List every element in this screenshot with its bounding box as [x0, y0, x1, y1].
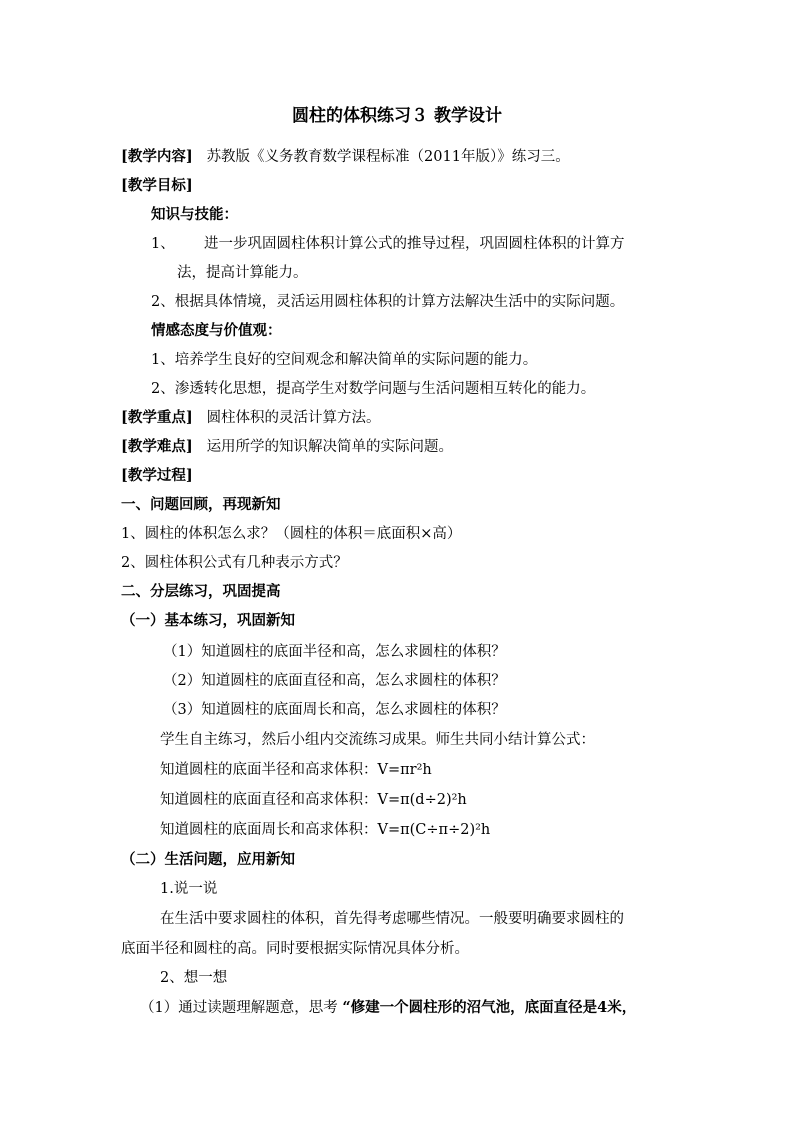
difficulty-line	[121, 437, 453, 457]
difficulty-label: [教学难点]	[121, 438, 193, 455]
attitude-heading: 情感态度与价值观：	[151, 322, 282, 339]
content-text: 苏教版《义务教育数学课程标准（2011年版）》练习三。	[206, 149, 570, 165]
difficulty-text: 运用所学的知识解决简单的实际问题。	[206, 439, 454, 455]
goal-k1-number: 1、	[151, 236, 175, 252]
part1-note: 学生自主练习，然后小组内交流练习成果。师生共同小结计算公式：	[160, 732, 595, 748]
goal-k1-continuation: 法，提高计算能力。	[177, 265, 308, 281]
goal-k1-text: 进一步巩固圆柱体积计算公式的推导过程，巩固圆柱体积的计算方	[204, 236, 625, 252]
key-point-line	[121, 408, 381, 428]
think-question-prefix: （1）通过读题理解题意，思考	[140, 1000, 338, 1016]
process-label: [教学过程]	[121, 467, 193, 484]
part2-heading: （二）生活问题，应用新知	[121, 851, 295, 868]
say-text-line1: 在生活中要求圆柱的体积，首先得考虑哪些情况。一般要明确要求圆柱的	[160, 911, 624, 927]
content-line	[121, 147, 570, 167]
say-text-line2: 底面半径和圆柱的高。同时要根据实际情况具体分析。	[121, 941, 469, 957]
formula-diameter: 知道圆柱的底面直径和高求体积：V=π(d÷2)²h	[160, 792, 467, 808]
part1-question2: （2）知道圆柱的底面直径和高，怎么求圆柱的体积？	[163, 673, 506, 689]
formula-circumference: 知道圆柱的底面周长和高求体积：V=π(C÷π÷2)²h	[160, 822, 491, 838]
think-question-quote: “修建一个圆柱形的沼气池，底面直径是4米，	[342, 999, 637, 1016]
goal-k2: 2、根据具体情境，灵活运用圆柱体积的计算方法解决生活中的实际问题。	[151, 294, 625, 310]
formula-radius: 知道圆柱的底面半径和高求体积：V=πr²h	[160, 762, 432, 778]
goals-label: [教学目标]	[121, 177, 193, 194]
content-label: [教学内容]	[121, 148, 193, 165]
section1-question1: 1、圆柱的体积怎么求？（圆柱的体积＝底面积×高）	[121, 526, 462, 542]
part1-heading: （一）基本练习，巩固新知	[121, 612, 295, 629]
think-heading: 2、想一想	[160, 970, 228, 986]
section2-heading: 二、分层练习，巩固提高	[121, 583, 281, 600]
goal-a2: 2、渗透转化思想，提高学生对数学问题与生活问题相互转化的能力。	[151, 381, 596, 397]
say-heading: 1.说一说	[160, 881, 218, 897]
document-title: 圆柱的体积练习３ 教学设计	[292, 106, 502, 126]
knowledge-heading: 知识与技能：	[151, 206, 238, 223]
key-point-text: 圆柱体积的灵活计算方法。	[206, 410, 381, 426]
goal-a1: 1、培养学生良好的空间观念和解决简单的实际问题的能力。	[151, 352, 538, 368]
think-question	[140, 998, 636, 1018]
section1-heading: 一、问题回顾，再现新知	[121, 496, 281, 513]
part1-question1: （1）知道圆柱的底面半径和高，怎么求圆柱的体积？	[163, 644, 506, 660]
section1-question2: 2、圆柱体积公式有几种表示方式？	[121, 555, 348, 571]
part1-question3: （3）知道圆柱的底面周长和高，怎么求圆柱的体积？	[163, 702, 506, 718]
key-point-label: [教学重点]	[121, 409, 193, 426]
